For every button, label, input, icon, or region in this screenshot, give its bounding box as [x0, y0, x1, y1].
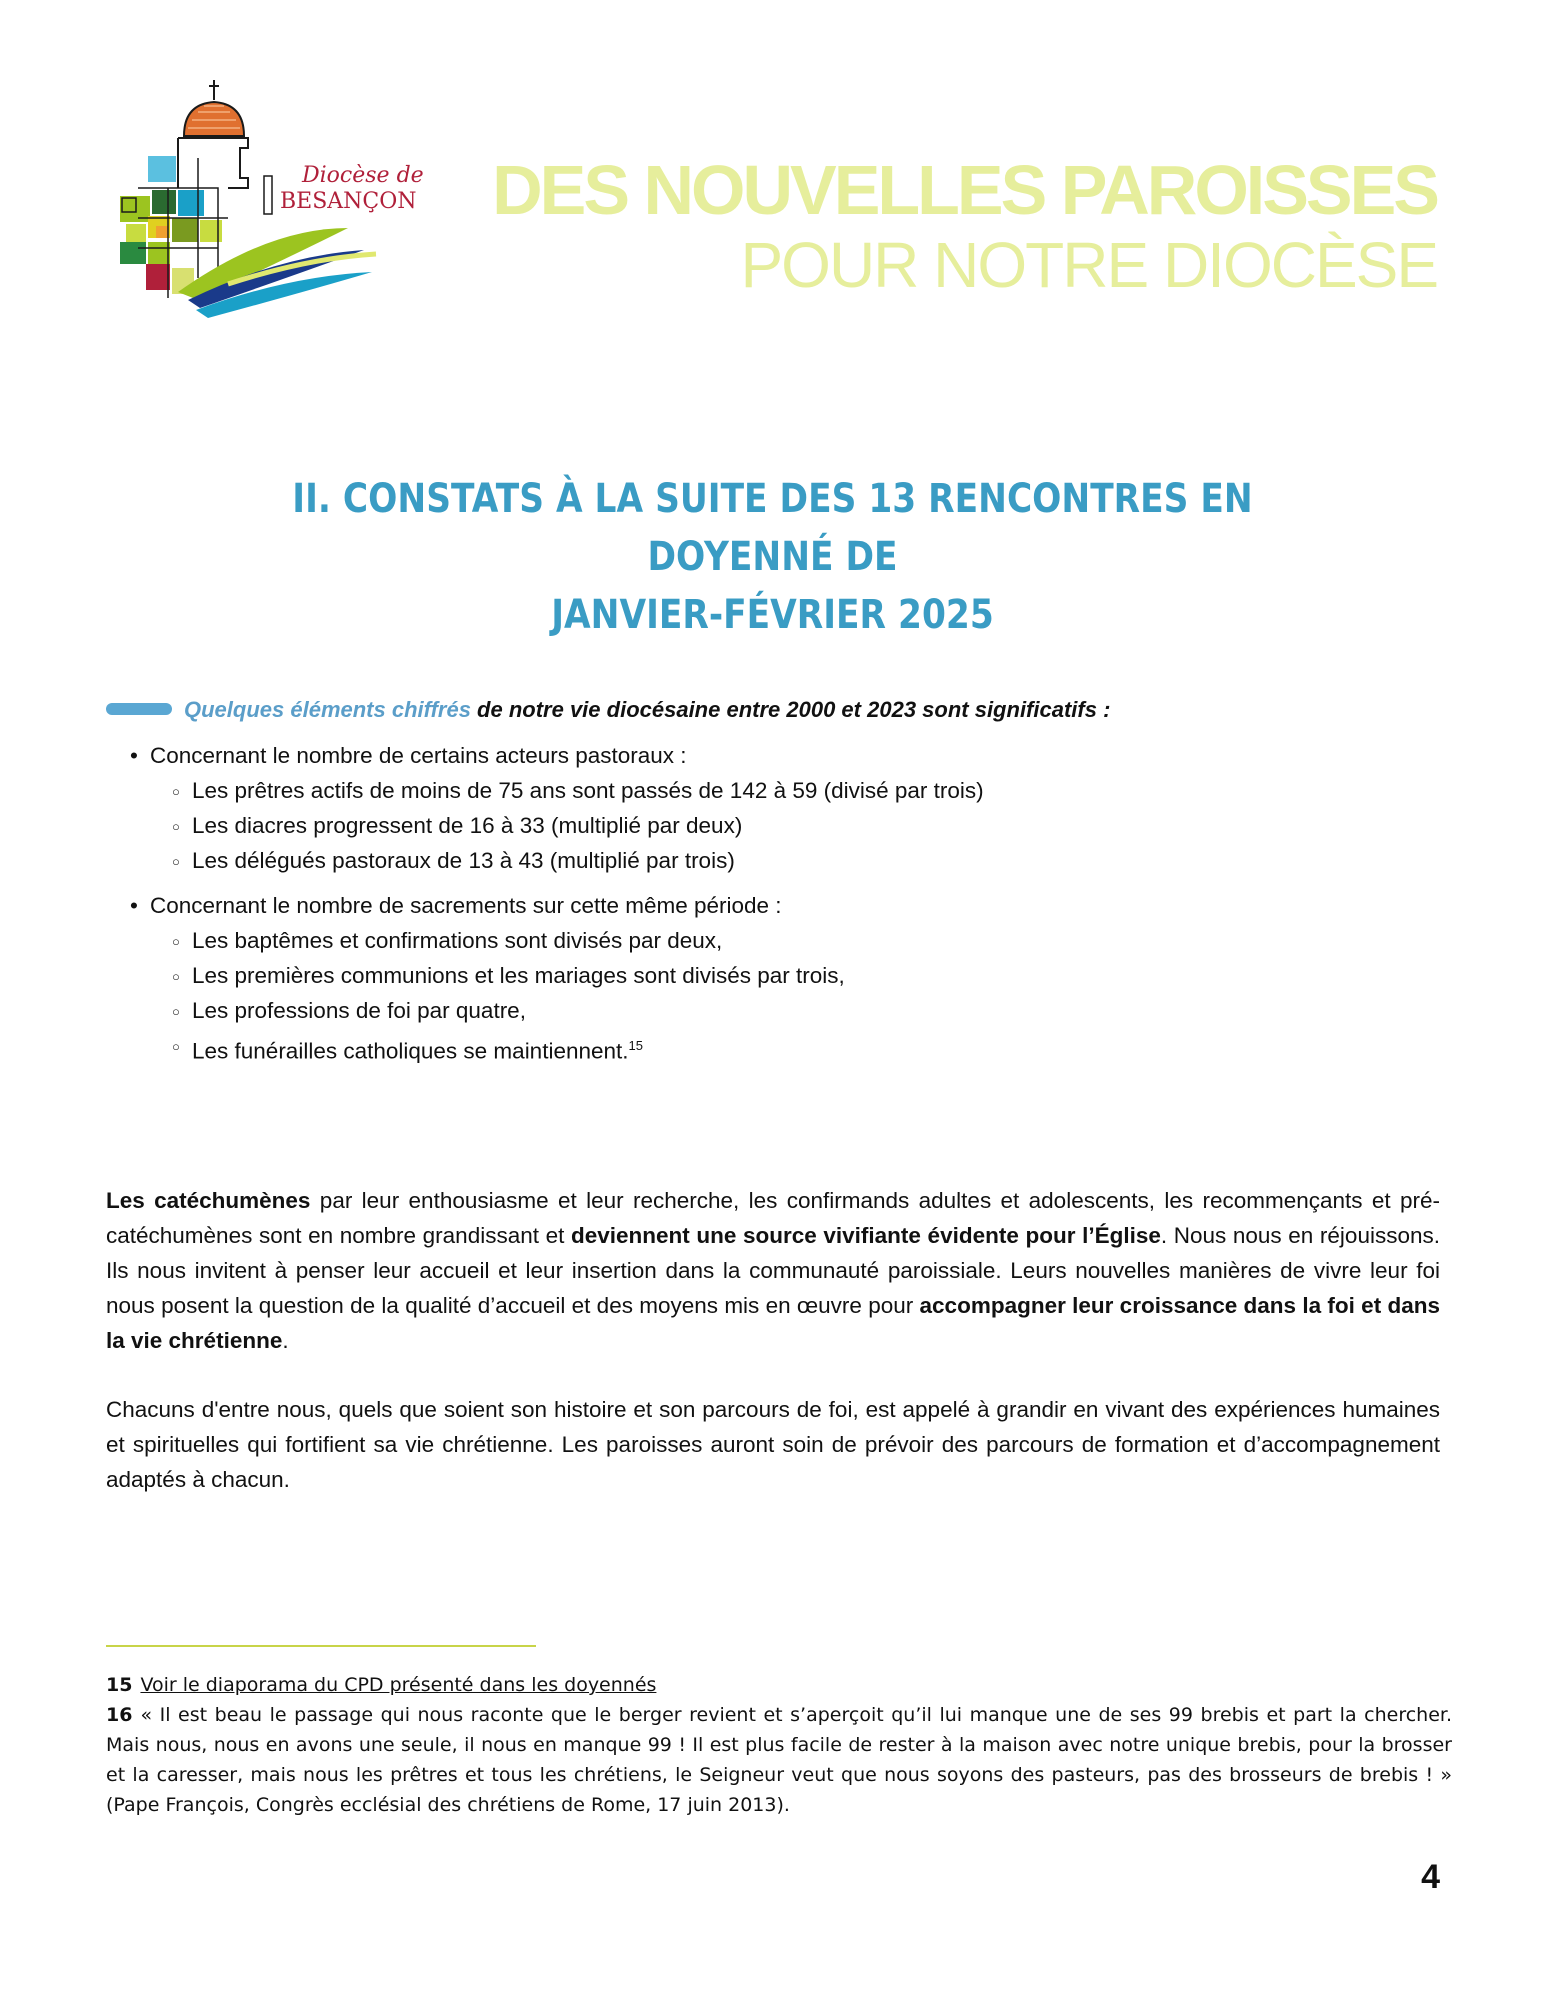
body-text: .	[282, 1328, 289, 1353]
list-item: ○ Les baptêmes et confirmations sont divisés par deux,	[172, 923, 984, 958]
list-item: ○ Les prêtres actifs de moins de 75 ans sont passés de 142 à 59 (divisé par trois)	[172, 773, 984, 808]
intro-line	[106, 697, 1406, 723]
footnotes	[106, 1670, 1452, 1820]
logo-line1: Diocèse de	[302, 163, 424, 188]
body-text: par leur enthousiasme et leur recherche, les confirmands adultes et adolescents, les recommençants et pré-catéchumènes sont en nombre grandissant et	[106, 1188, 1440, 1248]
footnote-ref[interactable]: 15	[628, 1038, 643, 1053]
list-item	[172, 1028, 984, 1069]
list-item: ○ Les délégués pastoraux de 13 à 43 (multiplié par trois)	[172, 843, 984, 878]
list-group-label: Concernant le nombre de certains acteurs pastoraux :	[150, 743, 687, 768]
intro-highlight: Quelques éléments chiffrés	[184, 697, 471, 722]
bold-text: accompagner leur croissance dans la foi et dans la vie chrétienne	[106, 1293, 1440, 1353]
logo-graphic	[108, 78, 424, 318]
section-title-line2: JANVIER-FÉVRIER 2025	[551, 592, 994, 638]
diocese-logo	[108, 78, 424, 318]
footnote-link[interactable]: Voir le diaporama du CPD présenté dans les doyennés	[140, 1674, 657, 1696]
footnote-15	[106, 1670, 1452, 1700]
paragraph-catechumens	[106, 1183, 1440, 1358]
section-title	[194, 470, 1351, 644]
section-title-line1: II. CONSTATS À LA SUITE DES 13 RENCONTRES EN DOYENNÉ DE	[292, 476, 1253, 580]
footnote-16	[106, 1700, 1452, 1820]
paragraph-formation: Chacuns d'entre nous, quels que soient son histoire et son parcours de foi, est appelé à grandir en vivant des expériences humaines et spirituelles qui fortifient sa vie chrétienne. Les paroisses auront soin de prévoir des parcours de formation et d’accompagnement adaptés à chacun.	[106, 1397, 1440, 1492]
page-banner	[492, 150, 1437, 300]
list-item: ○ Les diacres progressent de 16 à 33 (multiplié par deux)	[172, 808, 984, 843]
banner-line1: DES NOUVELLES PAROISSES	[492, 151, 1437, 229]
statistics-list	[130, 738, 984, 1079]
list-group	[130, 888, 984, 1069]
list-item: ○ Les professions de foi par quatre,	[172, 993, 984, 1028]
footnote-text: « Il est beau le passage qui nous raconte que le berger revient et s’aperçoit qu’il lui manque une de ses 99 brebis et part la chercher. Mais nous, nous en avons une seule, il nous en manque 99 ! Il est plus facile de rester à la maison avec notre unique brebis, pour la brosser et la caresser, mais nous les prêtres et tous les chrétiens, le Seigneur veut que nous soyons des pasteurs, pas des brosseurs de brebis ! » (Pape François, Congrès ecclésial des chrétiens de Rome, 17 juin 2013).	[106, 1704, 1452, 1816]
page-number: 4	[1421, 1858, 1440, 1896]
bold-text: deviennent une source vivifiante évidente pour l’Église	[570, 1223, 1161, 1248]
logo-line2: BESANÇON	[280, 189, 417, 214]
list-item-text: Les funérailles catholiques se maintiennent.	[192, 1038, 629, 1064]
footnote-number: 15	[106, 1674, 133, 1696]
intro-text: de notre vie diocésaine entre 2000 et 2023 sont significatifs :	[470, 697, 1111, 722]
bold-text: Les catéchumènes	[106, 1188, 311, 1213]
body-text: . Nous nous en réjouissons. Ils nous invitent à penser leur accueil et leur insertion dans la communauté paroissiale. Leurs nouvelles manières de vivre leur foi nous posent la question de la qualité d’accueil et des moyens mis en œuvre pour	[106, 1223, 1440, 1318]
list-group	[130, 738, 984, 878]
footnote-number: 16	[106, 1704, 133, 1726]
accent-bar-icon	[106, 703, 172, 715]
list-item: ○ Les premières communions et les mariages sont divisés par trois,	[172, 958, 984, 993]
list-group-label: Concernant le nombre de sacrements sur cette même période :	[150, 893, 782, 918]
footnote-divider	[106, 1645, 536, 1647]
banner-line2: POUR NOTRE DIOCÈSE	[740, 229, 1437, 301]
